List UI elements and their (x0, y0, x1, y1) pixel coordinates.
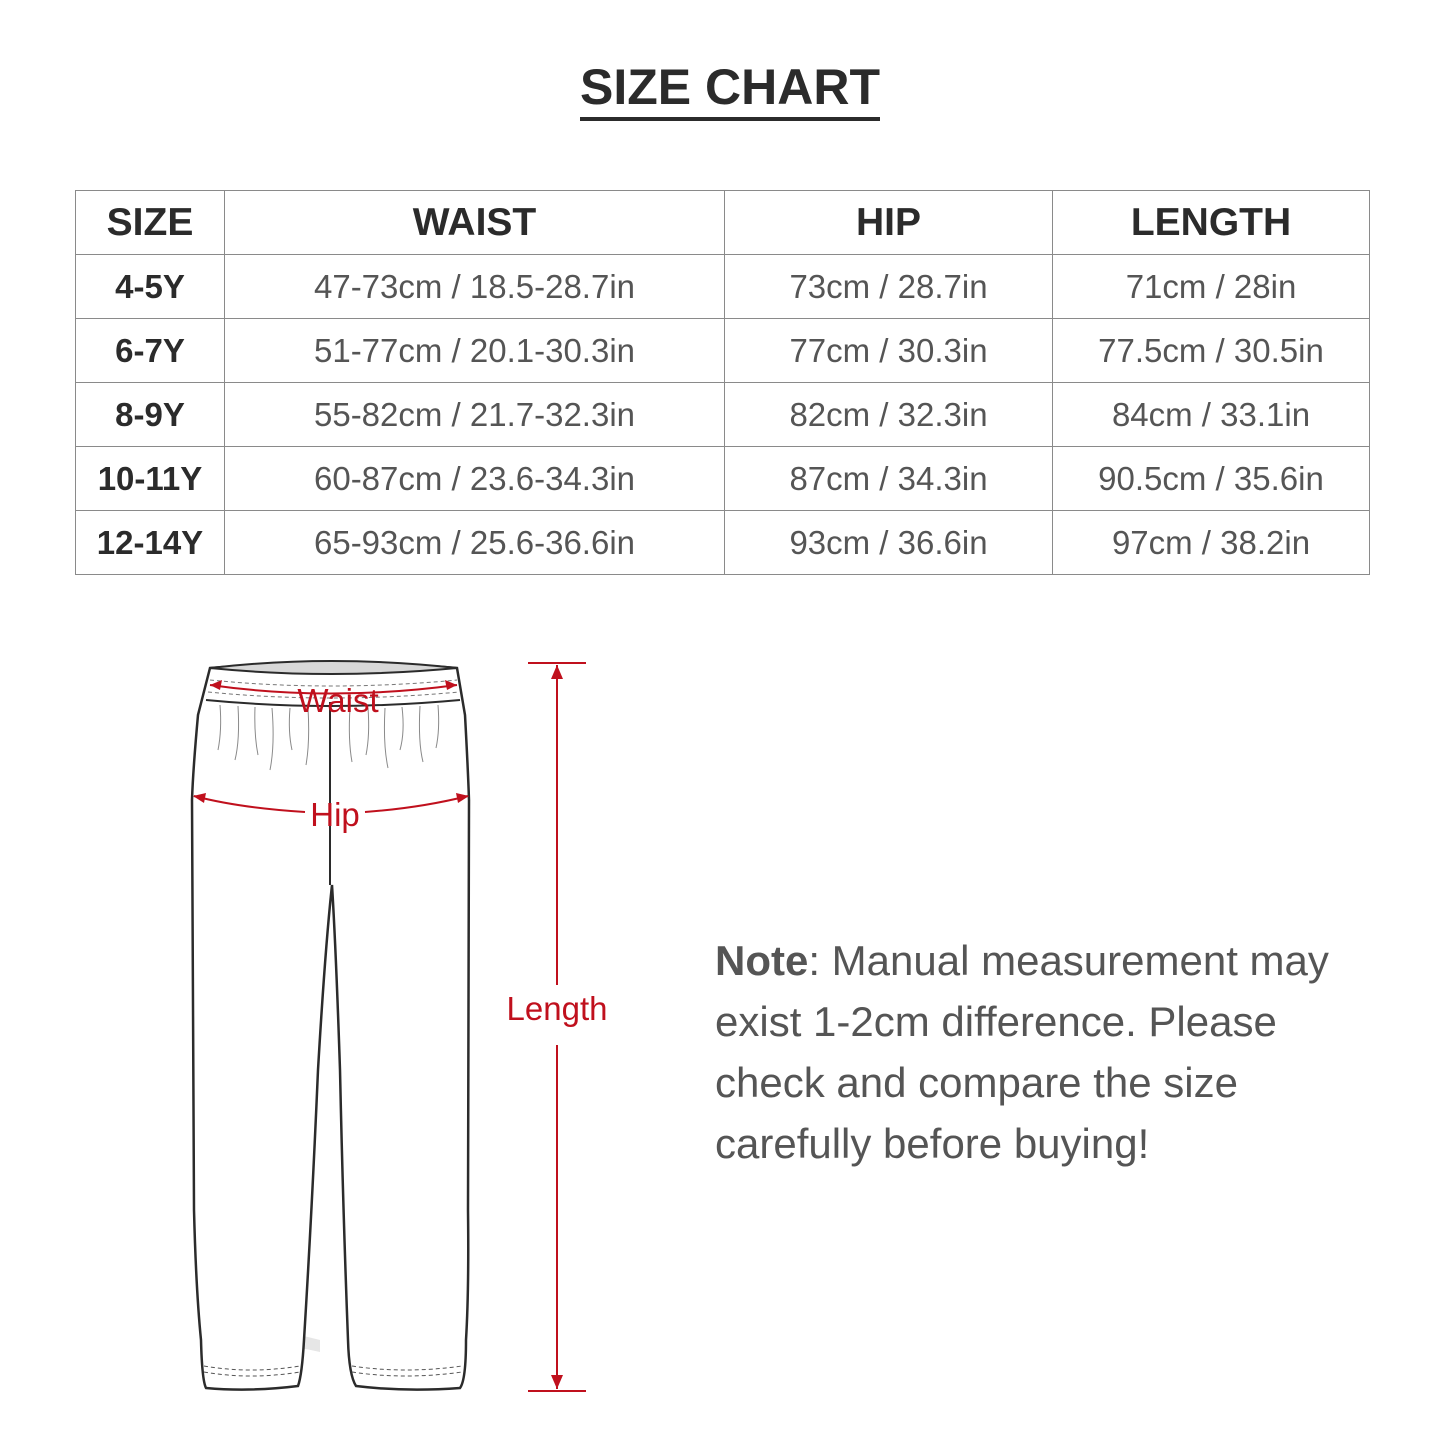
length-cell: 97cm / 38.2in (1053, 511, 1370, 575)
waist-cell: 47-73cm / 18.5-28.7in (225, 255, 725, 319)
length-label: Length (506, 990, 608, 1027)
length-measure-arrow (528, 663, 586, 1391)
size-cell: 4-5Y (76, 255, 225, 319)
hip-cell: 93cm / 36.6in (725, 511, 1053, 575)
page-title (0, 58, 1445, 121)
size-cell: 6-7Y (76, 319, 225, 383)
page-title-text: SIZE CHART (580, 59, 880, 121)
header-hip: HIP (725, 191, 1053, 255)
hip-label: Hip (310, 796, 360, 833)
table-row (76, 447, 1370, 511)
hip-cell: 77cm / 30.3in (725, 319, 1053, 383)
note-label: Note (715, 937, 809, 984)
note-text: : Manual measurement may exist 1-2cm difference. Please check and compare the size carefully before buying! (715, 937, 1329, 1167)
waist-cell: 60-87cm / 23.6-34.3in (225, 447, 725, 511)
table-header-row (76, 191, 1370, 255)
length-cell: 71cm / 28in (1053, 255, 1370, 319)
header-waist: WAIST (225, 191, 725, 255)
waist-label: Waist (297, 682, 379, 719)
length-cell: 84cm / 33.1in (1053, 383, 1370, 447)
length-cell: 77.5cm / 30.5in (1053, 319, 1370, 383)
waist-cell: 51-77cm / 20.1-30.3in (225, 319, 725, 383)
length-cell: 90.5cm / 35.6in (1053, 447, 1370, 511)
hip-cell: 73cm / 28.7in (725, 255, 1053, 319)
hip-cell: 87cm / 34.3in (725, 447, 1053, 511)
waist-cell: 65-93cm / 25.6-36.6in (225, 511, 725, 575)
size-cell: 8-9Y (76, 383, 225, 447)
hip-cell: 82cm / 32.3in (725, 383, 1053, 447)
size-cell: 12-14Y (76, 511, 225, 575)
header-size: SIZE (76, 191, 225, 255)
pants-diagram (180, 650, 620, 1400)
header-length: LENGTH (1053, 191, 1370, 255)
measurement-note (715, 930, 1375, 1174)
table-row (76, 255, 1370, 319)
waist-cell: 55-82cm / 21.7-32.3in (225, 383, 725, 447)
size-table (75, 190, 1370, 575)
table-row (76, 383, 1370, 447)
table-row (76, 511, 1370, 575)
size-cell: 10-11Y (76, 447, 225, 511)
table-row (76, 319, 1370, 383)
